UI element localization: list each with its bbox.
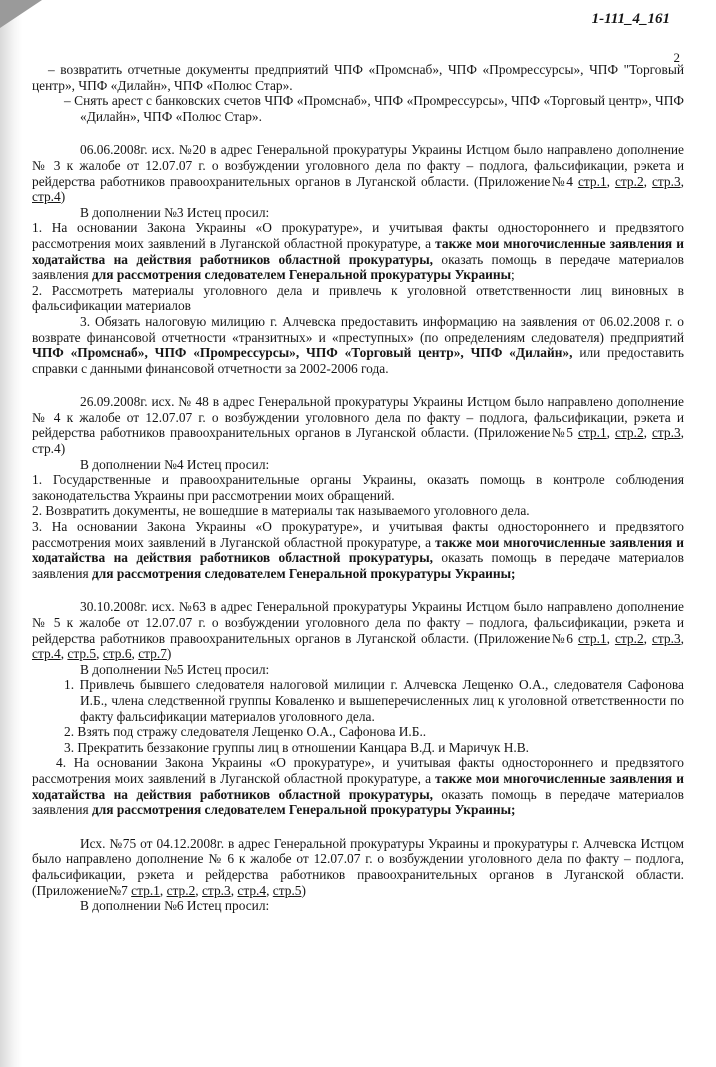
- attachment-page-link[interactable]: стр.1: [577, 425, 607, 441]
- attachment-page-link[interactable]: стр.1: [577, 173, 607, 189]
- attachment-page-link[interactable]: стр.4: [32, 646, 61, 662]
- attachment-page-link[interactable]: стр.7: [138, 646, 167, 662]
- attachment-page-link[interactable]: стр.2: [614, 173, 644, 189]
- scan-corner-fold: [0, 0, 42, 28]
- attachment-page-link[interactable]: стр.2: [614, 425, 644, 441]
- attachment-page-link[interactable]: стр.2: [166, 882, 196, 898]
- attachment-page-link[interactable]: стр.3: [201, 882, 231, 898]
- document-body: [32, 62, 684, 914]
- attachment-page-link[interactable]: стр.4,: [237, 882, 270, 898]
- addition-4-intro: 26.09.2008г. исх. № 48 в адрес Генеральной прокуратуры Украины Истцом было направлено дополнение № 4 к жалобе от 12.07.07 г. о возбуждении уголовного дела по факту – подлога, фальсификации, рэкета и рейдерства работников правоохранительных органов в Луганской области. (Приложение№5 стр.1, стр.2, стр.3, стр.4): [32, 394, 684, 457]
- attachment-page-link[interactable]: стр.1: [131, 882, 160, 898]
- addition-4-request-2: 2. Возвратить документы, не вошедшие в материалы так называемого уголовного дела.: [32, 503, 530, 519]
- addition-6-intro: Исх. №75 от 04.12.2008г. в адрес Генеральной прокуратуры Украины и прокуратуры г. Алчевска Истцом было направлено дополнение № 6 к жалобе от 12.07.07 г. о возбуждении уголовного дела по факту – подлога, фальсификации, рэкета и рейдерства работников правоохранительных органов в Луганской области. (Приложение№7 стр.1, стр.2, стр.3, стр.4, стр.5): [32, 835, 684, 898]
- addition-4-request-1: 1. Государственные и правоохранительные органы Украины, оказать помощь в контроле соблюдения законодательства Украины при рассмотрении моих обращений.: [32, 472, 684, 503]
- addition-3-request-3: 3. Обязать налоговую милицию г. Алчевска предоставить информацию на заявления от 06.02.2008 г. о возврате финансовой отчетности «транзитных» и «преступных» (по определениям следователя) предприятий ЧПФ «Промснаб», ЧПФ «Промрессурсы», ЧПФ «Торговый центр», ЧПФ «Дилайн», или предоставить справки с данными финансовой отчетности за 2002-2006 года.: [32, 313, 684, 376]
- document-reference-number: 1-111_4_161: [591, 11, 670, 27]
- top-item-lift-arrest: – Снять арест с банковских счетов ЧПФ «Промснаб», ЧПФ «Промрессурсы», ЧПФ «Торговый центр», ЧПФ «Дилайн», ЧПФ «Полюс Стар».: [64, 93, 684, 124]
- addition-5-request-2: 2. Взять под стражу следователя Лещенко О.А., Сафонова И.Б..: [64, 724, 427, 740]
- attachment-page-link[interactable]: стр.5: [67, 646, 97, 662]
- page-number: 2: [673, 50, 680, 65]
- attachment-page-link[interactable]: стр.6: [102, 646, 132, 662]
- attachment-page-link[interactable]: стр.5: [272, 882, 302, 898]
- addition-5-intro: 30.10.2008г. исх. №63 в адрес Генеральной прокуратуры Украины Истцом было направлено дополнение № 5 к жалобе от 12.07.07 г. о возбуждении уголовного дела по факту – подлога, фальсификации, рэкета и рейдерства работников правоохранительных органов в Луганской области. (Приложение№6 стр.1, стр.2, стр.3, стр.4, стр.5, стр.6, стр.7): [32, 599, 684, 662]
- top-item-return-docs: – возвратить отчетные документы предприятий ЧПФ «Промснаб», ЧПФ «Промрессурсы», ЧПФ "Торговый центр», ЧПФ «Дилайн», ЧПФ «Полюс Стар».: [32, 62, 684, 93]
- attachment-page-link[interactable]: стр.3: [651, 630, 681, 646]
- addition-5-request-3: 3. Прекратить беззаконие группы лиц в отношении Канцара В.Д. и Маричук Н.В.: [64, 739, 530, 755]
- attachment-page-link[interactable]: стр.2: [614, 630, 644, 646]
- addition-3-request-heading: В дополнении №3 Истец просил:: [80, 204, 270, 220]
- addition-5-request-4: 4. На основании Закона Украины «О прокуратуре», и учитывая факты одностороннего и предвзятого рассмотрения моих заявлений в Луганской областной прокуратуре, а также мои многочисленные заявления и ходатайства на действия работников областной прокуратуры, оказать помощь в передаче материалов заявления для рассмотрения следователем Генеральной прокуратуры Украины;: [32, 755, 685, 818]
- addition-5-request-heading: В дополнении №5 Истец просил:: [80, 661, 270, 677]
- addition-4-request-3: 3. На основании Закона Украины «О прокуратуре», и учитывая факты одностороннего и предвзятого рассмотрения моих заявлений в Луганской областной прокуратуре, а также мои многочисленные заявления и ходатайства на действия работников областной прокуратуры, оказать помощь в передаче материалов заявления для рассмотрения следователем Генеральной прокуратуры Украины;: [32, 519, 685, 581]
- scan-edge-shadow: [0, 0, 22, 1067]
- attachment-page-link[interactable]: стр.4: [32, 189, 61, 205]
- addition-5-request-1: 1. Привлечь бывшего следователя налоговой милиции г. Алчевска Лещенко О.А., следователя Сафонова И.Б., члена следственной группы Коваленко и вышеперечисленных лиц к уголовной ответственности по факту фальсификации материалов уголовного дела.: [64, 677, 684, 724]
- attachment-page-link[interactable]: стр.3: [651, 173, 681, 189]
- addition-3-request-2: 2. Рассмотреть материалы уголовного дела и привлечь к уголовной ответственности лиц виновных в фальсификации материалов: [32, 282, 684, 314]
- attachment-page-link[interactable]: стр.1: [577, 630, 607, 646]
- addition-4-request-heading: В дополнении №4 Истец просил:: [80, 456, 270, 472]
- addition-6-request-heading: В дополнении №6 Истец просил:: [80, 898, 270, 914]
- addition-3-intro: 06.06.2008г. исх. №20 в адрес Генеральной прокуратуры Украины Истцом было направлено дополнение № 3 к жалобе от 12.07.07 г. о возбуждении уголовного дела по факту – подлога, фальсификации, рэкета и рейдерства работников правоохранительных органов в Луганской области. (Приложение№4 стр.1, стр.2, стр.3, стр.4): [32, 142, 684, 205]
- attachment-page-link[interactable]: стр.3: [651, 425, 681, 441]
- addition-3-request-1: 1. На основании Закона Украины «О прокуратуре», и учитывая факты одностороннего и предвзятого рассмотрения моих заявлений в Луганской областной прокуратуре, а также мои многочисленные заявления и ходатайства на действия работников областной прокуратуры, оказать помощь в передаче материалов заявления для рассмотрения следователем Генеральной прокуратуры Украины;: [32, 220, 685, 283]
